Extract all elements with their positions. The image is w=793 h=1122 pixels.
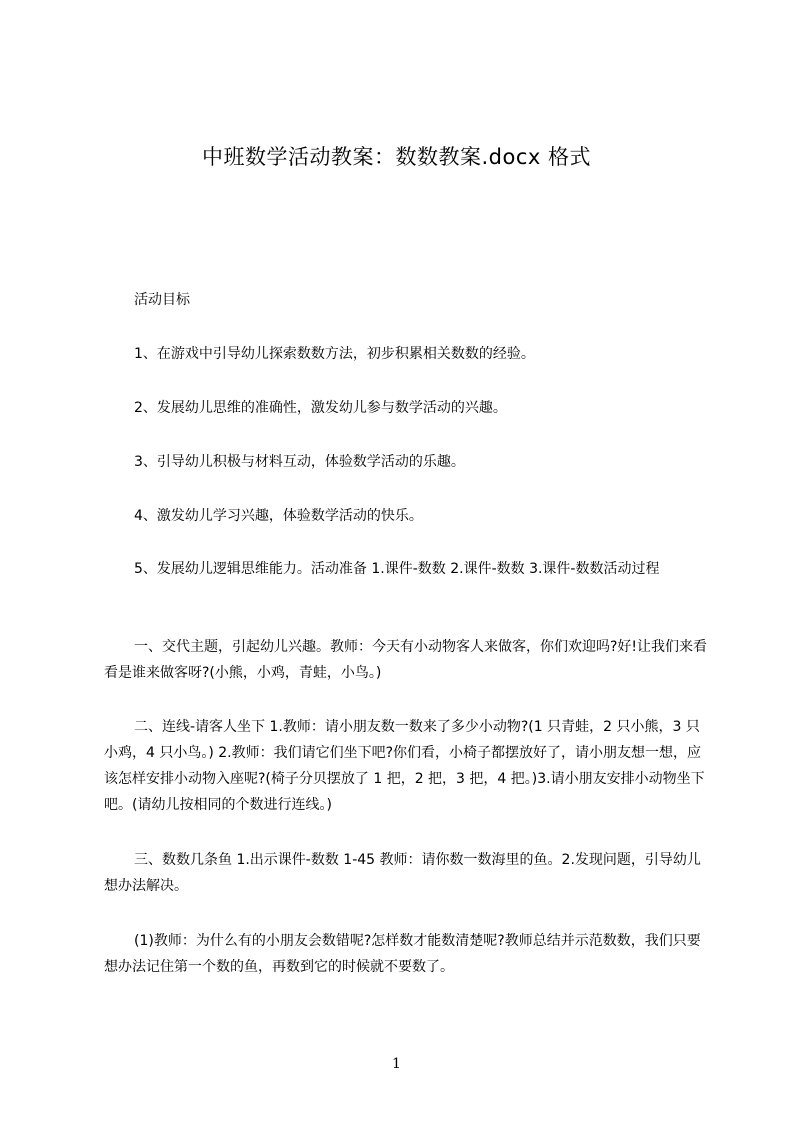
document-title: 中班数学活动教案：数数教案.docx 格式 [201, 145, 591, 169]
process-step-2: 二、连线-请客人坐下 1.教师：请小朋友数一数来了多少小动物?(1 只青蛙，2 只小熊，3 只小鸡，4 只小鸟。) 2.教师：我们请它们坐下吧?你们看，小椅子都摆放好了，请小朋友想一想，应该怎样安排小动物入座呢?(椅子分贝摆放了 1 把，2 把，3 把，4 把。)3.请小朋友安排小动物坐下吧。(请幼儿按相同的个数进行连线。) [104, 719, 705, 813]
goal-item-5-and-preparation: 5、发展幼儿逻辑思维能力。活动准备 1.课件-数数 2.课件-数数 3.课件-数数活动过程 [134, 561, 660, 577]
process-step-3: 三、数数几条鱼 1.出示课件-数数 1-45 教师：请你数一数海里的鱼。2.发现问题，引导幼儿想办法解决。 [104, 852, 701, 894]
goal-item-2: 2、发展幼儿思维的准确性，激发幼儿参与数学活动的兴趣。 [134, 400, 507, 416]
goal-item-4: 4、激发幼儿学习兴趣，体验数学活动的快乐。 [134, 508, 423, 524]
section-heading-goals: 活动目标 [134, 292, 190, 308]
page-number: 1 [392, 1056, 401, 1072]
goal-item-1: 1、在游戏中引导幼儿探索数数方法，初步积累相关数数的经验。 [134, 346, 535, 362]
process-step-1: 一、交代主题，引起幼儿兴趣。教师：今天有小动物客人来做客，你们欢迎吗?好!让我们来看看是谁来做客呀?(小熊，小鸡，青蛙，小鸟。) [104, 639, 708, 681]
goal-item-3: 3、引导幼儿积极与材料互动，体验数学活动的乐趣。 [134, 454, 465, 470]
process-step-3-detail: (1)教师：为什么有的小朋友会数错呢?怎样数才能数清楚呢?教师总结并示范数数，我们只要想办法记住第一个数的鱼，再数到它的时候就不要数了。 [104, 933, 701, 975]
